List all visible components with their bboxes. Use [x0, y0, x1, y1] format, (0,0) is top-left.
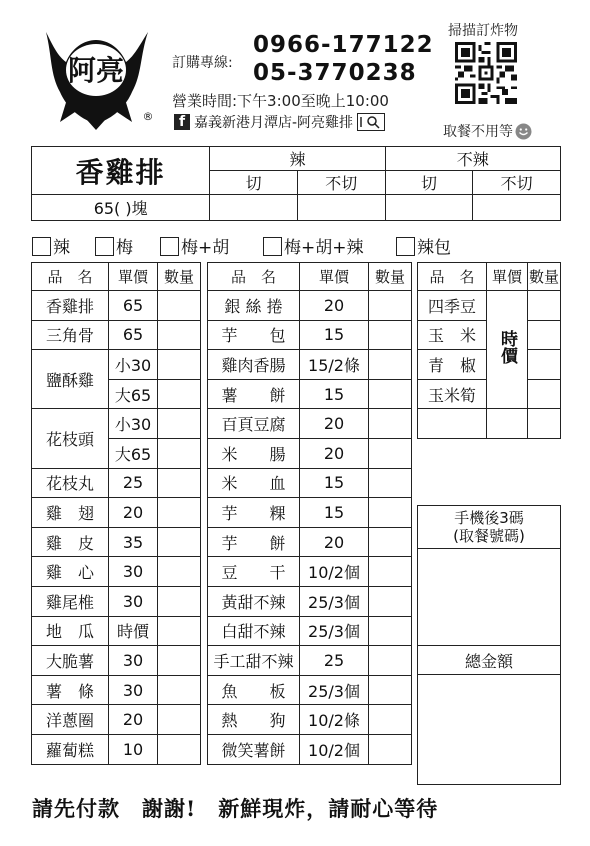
qty-cell[interactable] — [369, 468, 412, 498]
qty-cell[interactable] — [369, 320, 412, 350]
menu-row — [32, 320, 201, 350]
qty-cell[interactable] — [158, 409, 201, 439]
item-price: 30 — [109, 675, 158, 705]
footer-message: 請先付款 謝謝! 新鮮現炸，請耐心等待 — [32, 796, 439, 821]
item-name: 玉米筍 — [418, 379, 487, 409]
menu-row — [208, 498, 412, 528]
qty-cell[interactable] — [158, 320, 201, 350]
item-price: 20 — [300, 291, 369, 321]
svg-text:®: ® — [142, 110, 154, 123]
qty-cell[interactable] — [369, 675, 412, 705]
item-name: 雞 皮 — [32, 527, 109, 557]
spicy-cut-qty[interactable] — [210, 195, 298, 221]
qty-cell[interactable] — [369, 616, 412, 646]
qty-cell[interactable] — [369, 350, 412, 380]
header-name: 品 名 — [208, 263, 300, 291]
svg-text:阿亮: 阿亮 — [67, 54, 125, 87]
item-name: 玉 米 — [418, 320, 487, 350]
item-name: 四季豆 — [418, 291, 487, 321]
item-name: 豆 干 — [208, 557, 300, 587]
item-price: 30 — [109, 646, 158, 676]
item-name: 微笑薯餅 — [208, 734, 300, 764]
item-name: 蘿蔔糕 — [32, 734, 109, 764]
item-name: 香雞排 — [32, 291, 109, 321]
item-price: 25/3個 — [300, 586, 369, 616]
menu-row — [418, 409, 561, 439]
option-spicy-pack[interactable]: 辣包 — [396, 233, 451, 258]
item-price: 25 — [109, 468, 158, 498]
qty-cell[interactable] — [528, 291, 561, 321]
item-price: 20 — [300, 409, 369, 439]
phone-number-2[interactable]: 05-3770238 — [253, 60, 417, 86]
qty-cell[interactable] — [369, 527, 412, 557]
qty-cell[interactable] — [369, 498, 412, 528]
item-name: 米 血 — [208, 468, 300, 498]
not-spicy-header: 不辣 — [385, 147, 560, 171]
notspicy-cut-header: 切 — [385, 171, 473, 195]
spicy-cut-header: 切 — [210, 171, 298, 195]
item-price: 10 — [109, 734, 158, 764]
menu-row — [208, 320, 412, 350]
checkbox[interactable] — [95, 237, 114, 256]
menu-row — [32, 468, 201, 498]
menu-row — [32, 527, 201, 557]
menu-row — [208, 705, 412, 735]
header-qty: 數量 — [528, 263, 561, 291]
item-price[interactable] — [487, 409, 528, 439]
item-price: 15 — [300, 320, 369, 350]
menu-row — [32, 675, 201, 705]
spicy-nocut-qty[interactable] — [297, 195, 385, 221]
order-line-label: 訂購專線: — [172, 55, 233, 71]
item-price: 15/2條 — [300, 350, 369, 380]
option-plum-pepper[interactable]: 梅+胡 — [160, 233, 229, 258]
item-name: 薯 餅 — [208, 379, 300, 409]
checkbox[interactable] — [160, 237, 179, 256]
menu-row — [208, 527, 412, 557]
qty-cell[interactable] — [158, 527, 201, 557]
item-name: 青 椒 — [418, 350, 487, 380]
item-price: 20 — [109, 498, 158, 528]
item-price: 15 — [300, 498, 369, 528]
item-name: 黃甜不辣 — [208, 586, 300, 616]
menu-row — [208, 646, 412, 676]
option-plum-pepper-spicy[interactable]: 梅+胡+辣 — [263, 233, 364, 258]
item-price: 35 — [109, 527, 158, 557]
menu-row — [32, 350, 201, 380]
item-name: 百頁豆腐 — [208, 409, 300, 439]
spicy-header: 辣 — [210, 147, 385, 171]
qty-cell[interactable] — [158, 350, 201, 380]
chicken-steak-order-table — [31, 146, 561, 221]
item-price: 15 — [300, 468, 369, 498]
qty-cell[interactable] — [369, 705, 412, 735]
item-price-small: 小30 — [109, 350, 158, 380]
item-price: 20 — [109, 705, 158, 735]
item-price-large: 大65 — [109, 438, 158, 468]
qty-cell[interactable] — [528, 379, 561, 409]
item-name: 白甜不辣 — [208, 616, 300, 646]
item-name: 鹽酥雞 — [32, 350, 109, 409]
menu-row — [208, 438, 412, 468]
item-name: 熱 狗 — [208, 705, 300, 735]
smile-icon — [515, 123, 532, 140]
item-name: 雞尾椎 — [32, 586, 109, 616]
item-price: 10/2個 — [300, 734, 369, 764]
pickup-number-box — [417, 505, 561, 785]
qty-cell[interactable] — [158, 379, 201, 409]
menu-row — [208, 734, 412, 764]
menu-row — [32, 291, 201, 321]
qr-note: 取餐不用等 — [443, 121, 532, 141]
menu-column-3 — [417, 262, 561, 439]
header-price: 單價 — [109, 263, 158, 291]
qty-cell[interactable] — [158, 675, 201, 705]
item-name: 芋 包 — [208, 320, 300, 350]
pickup-number-field[interactable] — [418, 549, 561, 646]
qty-cell[interactable] — [158, 646, 201, 676]
qty-cell[interactable] — [369, 379, 412, 409]
menu-row — [32, 734, 201, 764]
menu-row — [208, 557, 412, 587]
header-name: 品 名 — [32, 263, 109, 291]
menu-row — [32, 498, 201, 528]
item-name: 雞肉香腸 — [208, 350, 300, 380]
item-name: 魚 板 — [208, 675, 300, 705]
menu-column-2 — [207, 262, 412, 765]
qty-cell[interactable] — [158, 498, 201, 528]
qty-cell[interactable] — [158, 557, 201, 587]
item-price: 20 — [300, 527, 369, 557]
business-hours: 營業時間:下午3:00至晚上10:00 — [172, 92, 389, 110]
item-name[interactable] — [418, 409, 487, 439]
qty-cell[interactable] — [158, 468, 201, 498]
chicken-steak-title: 香雞排 — [32, 147, 210, 195]
item-name: 洋蔥圈 — [32, 705, 109, 735]
menu-row — [208, 586, 412, 616]
chicken-steak-price: 65( )塊 — [32, 195, 210, 221]
menu-row — [418, 291, 561, 321]
pickup-number-label: 手機後3碼 (取餐號碼) — [418, 506, 561, 549]
item-price: 25/3個 — [300, 675, 369, 705]
spicy-nocut-header: 不切 — [297, 171, 385, 195]
notspicy-nocut-qty[interactable] — [473, 195, 561, 221]
menu-row — [208, 350, 412, 380]
menu-row — [208, 291, 412, 321]
item-price: 10/2條 — [300, 705, 369, 735]
item-name: 雞 心 — [32, 557, 109, 587]
item-price: 65 — [109, 291, 158, 321]
item-name: 雞 翅 — [32, 498, 109, 528]
market-price: 時價 — [487, 291, 528, 409]
item-name: 手工甜不辣 — [208, 646, 300, 676]
item-name: 地 瓜 — [32, 616, 109, 646]
qty-cell[interactable] — [158, 438, 201, 468]
phone-number-1[interactable]: 0966-177122 — [253, 32, 434, 58]
qty-cell[interactable] — [528, 409, 561, 439]
menu-row — [208, 616, 412, 646]
menu-row — [32, 409, 201, 439]
option-spicy[interactable]: 辣 — [32, 233, 70, 258]
qty-cell[interactable] — [369, 409, 412, 439]
qty-cell[interactable] — [369, 557, 412, 587]
item-price: 25/3個 — [300, 616, 369, 646]
item-name: 銀 絲 捲 — [208, 291, 300, 321]
menu-row — [32, 616, 201, 646]
item-name: 三角骨 — [32, 320, 109, 350]
item-price: 15 — [300, 379, 369, 409]
qty-cell[interactable] — [158, 616, 201, 646]
item-price: 30 — [109, 586, 158, 616]
qty-cell[interactable] — [369, 291, 412, 321]
menu-row — [32, 705, 201, 735]
item-name: 花枝頭 — [32, 409, 109, 468]
facebook-link[interactable] — [174, 112, 385, 132]
item-price-small: 小30 — [109, 409, 158, 439]
item-price: 25 — [300, 646, 369, 676]
checkbox[interactable] — [32, 237, 51, 256]
menu-row — [208, 468, 412, 498]
brand-logo — [38, 26, 156, 136]
qty-cell[interactable] — [369, 438, 412, 468]
item-price: 30 — [109, 557, 158, 587]
qty-cell[interactable] — [158, 734, 201, 764]
checkbox[interactable] — [263, 237, 282, 256]
qty-cell[interactable] — [369, 734, 412, 764]
qty-cell[interactable] — [369, 646, 412, 676]
header-price: 單價 — [300, 263, 369, 291]
item-price: 10/2個 — [300, 557, 369, 587]
item-name: 芋 粿 — [208, 498, 300, 528]
header-price: 單價 — [487, 263, 528, 291]
total-field[interactable] — [418, 675, 561, 785]
total-label: 總金額 — [418, 646, 561, 675]
search-icon[interactable] — [357, 113, 385, 131]
qty-cell[interactable] — [158, 291, 201, 321]
notspicy-cut-qty[interactable] — [385, 195, 473, 221]
menu-row — [32, 586, 201, 616]
item-name: 大脆薯 — [32, 646, 109, 676]
item-name: 米 腸 — [208, 438, 300, 468]
item-name: 薯 條 — [32, 675, 109, 705]
menu-column-1 — [31, 262, 201, 765]
notspicy-nocut-header: 不切 — [473, 171, 561, 195]
item-price: 20 — [300, 438, 369, 468]
item-price: 65 — [109, 320, 158, 350]
header-name: 品 名 — [418, 263, 487, 291]
qty-cell[interactable] — [369, 586, 412, 616]
qty-cell[interactable] — [528, 320, 561, 350]
qty-cell[interactable] — [528, 350, 561, 380]
qr-caption: 掃描訂炸物 — [448, 23, 518, 39]
menu-row — [32, 557, 201, 587]
facebook-page-name: 嘉義新港月潭店-阿亮雞排 — [194, 115, 354, 131]
item-price: 時價 — [109, 616, 158, 646]
header-qty: 數量 — [158, 263, 201, 291]
item-price-large: 大65 — [109, 379, 158, 409]
qty-cell[interactable] — [158, 586, 201, 616]
item-name: 花枝丸 — [32, 468, 109, 498]
menu-row — [208, 675, 412, 705]
qr-code[interactable] — [455, 42, 517, 104]
item-name: 芋 餅 — [208, 527, 300, 557]
header-qty: 數量 — [369, 263, 412, 291]
checkbox[interactable] — [396, 237, 415, 256]
option-plum[interactable]: 梅 — [95, 233, 133, 258]
qty-cell[interactable] — [158, 705, 201, 735]
menu-row — [32, 646, 201, 676]
facebook-icon: f — [174, 114, 190, 130]
menu-row — [208, 379, 412, 409]
menu-row — [208, 409, 412, 439]
